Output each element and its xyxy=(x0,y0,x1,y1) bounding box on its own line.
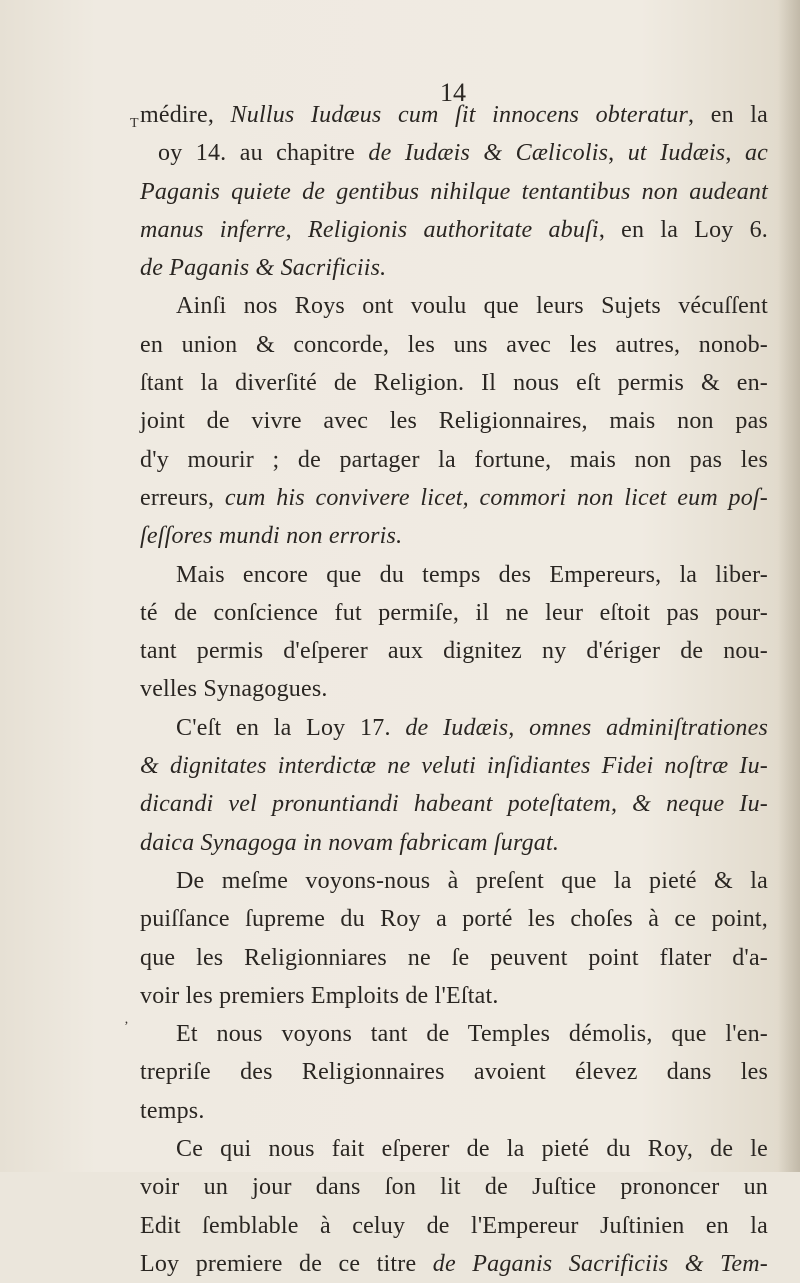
text-line xyxy=(140,1130,768,1168)
text-segment: Edit ſemblable à celuy de l'Empereur Juſtinien en la xyxy=(140,1212,768,1239)
text-segment: , xyxy=(608,140,628,167)
text-segment: en union & concorde, les uns avec les autres, nonob- xyxy=(140,331,768,358)
text-line xyxy=(140,479,768,517)
text-segment: que les Religionniares ne ſe peuvent point flater d'a- xyxy=(140,944,768,971)
text-line xyxy=(140,211,768,249)
text-line xyxy=(140,134,768,172)
page-number: 14 xyxy=(440,78,466,107)
text-segment: de Iudæis & Cælicolis xyxy=(368,140,609,167)
text-line xyxy=(140,364,768,402)
text-line xyxy=(140,900,768,938)
text-segment: Loy premiere de ce titre xyxy=(140,1250,433,1277)
text-segment: Et nous voyons tant de Temples démolis, que l'en- xyxy=(176,1021,768,1048)
text-segment: Religionis authoritate abuſi xyxy=(308,216,599,243)
text-line xyxy=(140,173,768,211)
text-segment: temps. xyxy=(140,1097,205,1124)
text-segment: velles Synagogues. xyxy=(140,676,328,703)
text-segment: voir un jour dans ſon lit de Juſtice prononcer un xyxy=(140,1174,768,1201)
margin-mark-t: T xyxy=(130,116,139,131)
text-segment: de Iudæis, omnes adminiſtrationes xyxy=(405,714,769,741)
text-line xyxy=(140,1053,768,1091)
text-line xyxy=(140,249,768,287)
text-line xyxy=(140,402,768,440)
text-segment: ut Iudæis xyxy=(627,140,726,167)
text-line xyxy=(140,632,768,670)
text-segment: oy 14. au chapitre xyxy=(158,140,369,167)
text-segment: ſeſſores mundi non erroris. xyxy=(140,523,403,550)
text-line xyxy=(140,862,768,900)
text-segment: tant permis d'eſperer aux dignitez ny d'ériger de nou- xyxy=(140,638,768,665)
text-segment: & dignitates interdictæ ne veluti inſidiantes Fidei noſtræ Iu- xyxy=(140,753,768,780)
text-line xyxy=(140,977,768,1015)
text-segment: , en la xyxy=(688,102,769,128)
text-segment: d'y mourir ; de partager la fortune, mais non pas les xyxy=(140,446,768,473)
text-segment: de Paganis Sacrificiis & Tem- xyxy=(432,1250,769,1277)
text-segment: Nullus Iudæus cum ſit innocens obteratur xyxy=(230,102,689,128)
text-segment: Ainſi nos Roys ont voulu que leurs Sujets vécuſſent xyxy=(176,293,768,320)
text-segment: De meſme voyons-nous à preſent que la pieté & la xyxy=(176,867,768,894)
body-text xyxy=(140,96,768,1283)
text-line xyxy=(140,517,768,555)
text-segment: voir les premiers Emploits de l'Eſtat. xyxy=(140,982,499,1009)
text-segment: daica Synagoga in novam fabricam ſurgat. xyxy=(140,829,560,856)
text-segment: erreurs, xyxy=(140,484,225,511)
text-segment: médire, xyxy=(140,102,231,128)
margin-mark-comma: ‚ xyxy=(124,1012,129,1027)
text-line xyxy=(140,287,768,325)
text-line xyxy=(140,1092,768,1130)
text-line xyxy=(140,96,768,134)
text-line xyxy=(140,594,768,632)
text-segment: , xyxy=(725,140,745,167)
text-line xyxy=(140,747,768,785)
text-line xyxy=(140,824,768,862)
text-segment: cum his convivere licet, commori non licet eum poſ- xyxy=(224,484,768,511)
text-segment: puiſſance ſupreme du Roy a porté les choſes à ce point, xyxy=(140,906,768,933)
text-segment: Ce qui nous fait eſperer de la pieté du Roy, de le xyxy=(176,1136,768,1163)
text-line xyxy=(140,709,768,747)
text-line xyxy=(140,556,768,594)
text-segment: , xyxy=(285,216,308,243)
page-edge-shadow xyxy=(778,0,800,1172)
text-segment: trepriſe des Religionnaires avoient élevez dans les xyxy=(140,1059,768,1086)
text-segment: manus inferre xyxy=(140,216,286,243)
text-segment: de Paganis & Sacrificiis. xyxy=(140,255,387,282)
text-segment: ac xyxy=(744,140,768,167)
text-line xyxy=(140,1245,768,1283)
text-line xyxy=(140,1207,768,1245)
text-line xyxy=(140,1168,768,1206)
text-segment: dicandi vel pronuntiandi habeant poteſtatem, & neque Iu- xyxy=(140,791,768,818)
text-line xyxy=(140,326,768,364)
text-segment: ſtant la diverſité de Religion. Il nous eſt permis & en- xyxy=(140,370,768,397)
text-line xyxy=(140,785,768,823)
text-segment: té de conſcience fut permiſe, il ne leur eſtoit pas pour- xyxy=(140,599,768,626)
text-line xyxy=(140,441,768,479)
text-line xyxy=(140,1015,768,1053)
text-segment: joint de vivre avec les Religionnaires, mais non pas xyxy=(140,408,768,435)
text-segment: C'eſt en la Loy 17. xyxy=(176,714,406,741)
text-line xyxy=(140,670,768,708)
text-segment: Paganis quiete de gentibus nihilque tentantibus non audeant xyxy=(140,178,768,205)
text-segment: , en la Loy 6. xyxy=(598,216,769,243)
text-segment: Mais encore que du temps des Empereurs, la liber- xyxy=(176,561,768,588)
text-line xyxy=(140,939,768,977)
